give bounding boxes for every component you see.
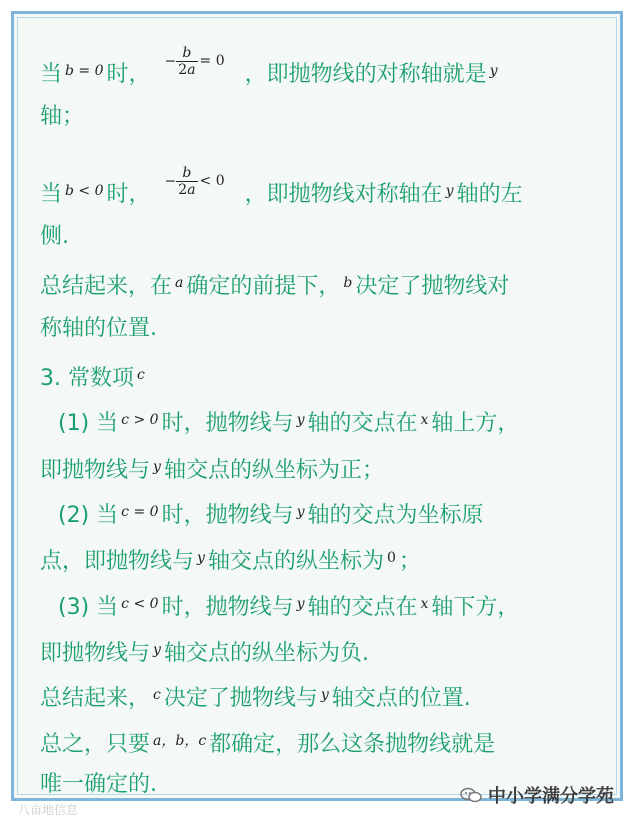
math-fraction-expression (165, 165, 225, 198)
den-var: a (187, 181, 196, 198)
line-10 (58, 497, 484, 531)
text: 决定了抛物线对 (355, 274, 510, 299)
text: 时，抛物线与 (161, 503, 294, 528)
text: 都确定，那么这条抛物线就是 (209, 732, 496, 757)
line-14 (40, 680, 471, 714)
section-heading: 3. 常数项 (40, 366, 134, 391)
math-var: b (343, 275, 353, 291)
line-3 (40, 164, 523, 212)
text: 当 (40, 182, 63, 207)
watermark-left-text: 八亩地信息 (18, 803, 79, 817)
minus-sign: − (164, 173, 177, 189)
text: 轴交点的纵坐标为正； (163, 458, 384, 483)
fraction (176, 165, 197, 198)
denominator (176, 62, 197, 78)
line-12 (58, 589, 519, 623)
math-var: y (197, 550, 205, 566)
text: 唯一确定的. (40, 772, 157, 797)
text: 时， (106, 182, 151, 207)
text: 轴交点的纵坐标为 (207, 549, 384, 574)
math-var: y (153, 459, 161, 475)
text: 总之，只要 (40, 732, 151, 757)
line-8 (58, 405, 519, 439)
text: 轴的交点在 (307, 595, 418, 620)
line-9 (40, 452, 384, 486)
line-1 (40, 44, 501, 92)
text: 轴； (40, 104, 85, 129)
text: 轴交点的位置. (331, 686, 471, 711)
relation: = 0 (199, 53, 225, 69)
text: 轴上方， (431, 411, 520, 436)
math-var: x (420, 596, 429, 612)
math-var: y (296, 412, 305, 428)
math-var: c (153, 687, 161, 703)
numerator: b (176, 45, 197, 62)
line-6 (40, 314, 157, 344)
watermark-right-text: 中小学满分学苑 (488, 786, 614, 807)
watermark-right (460, 782, 614, 808)
math-var: y (489, 63, 498, 79)
math-condition: c = 0 (121, 504, 159, 520)
text: 时，抛物线与 (161, 595, 294, 620)
text: 轴的左 (456, 182, 523, 207)
line-13 (40, 635, 369, 669)
math-condition: c < 0 (121, 596, 159, 612)
wechat-icon (460, 787, 482, 803)
text: 即抛物线与 (40, 458, 151, 483)
text: (1) 当 (58, 411, 119, 436)
text: 轴下方， (431, 595, 520, 620)
relation: < 0 (199, 173, 225, 189)
text: 决定了抛物线与 (163, 686, 318, 711)
fraction (176, 45, 197, 78)
text: 轴的交点在 (307, 411, 418, 436)
math-fraction-expression (165, 45, 225, 78)
text: 侧. (40, 224, 69, 249)
minus-sign: − (164, 53, 177, 69)
den-coef: 2 (178, 61, 188, 78)
line-15 (40, 726, 495, 760)
text: ，即抛物线对称轴在 (244, 182, 443, 207)
line-5 (40, 268, 509, 302)
watermark-left (18, 801, 78, 818)
math-var: a (175, 275, 184, 291)
math-var: y (445, 183, 454, 199)
text: 轴的交点为坐标原 (307, 503, 484, 528)
line-7 (40, 360, 148, 394)
text: 总结起来， (40, 686, 151, 711)
text: (2) 当 (58, 503, 119, 528)
text: 时， (106, 62, 151, 87)
den-coef: 2 (178, 181, 188, 198)
text: 确定的前提下， (186, 274, 341, 299)
denominator (176, 182, 197, 198)
text: 时，抛物线与 (161, 411, 294, 436)
text: 即抛物线与 (40, 641, 151, 666)
text: (3) 当 (58, 595, 119, 620)
line-16 (40, 770, 157, 800)
math-var: x (420, 412, 429, 428)
math-var: y (296, 596, 305, 612)
text: ； (398, 549, 421, 574)
text: ，即抛物线的对称轴就是 (244, 62, 487, 87)
math-var: y (320, 687, 329, 703)
math-var: y (296, 504, 305, 520)
math-condition: b < 0 (65, 183, 104, 199)
text: 点，即抛物线与 (40, 549, 195, 574)
math-condition: c > 0 (121, 412, 159, 428)
text: 总结起来，在 (40, 274, 173, 299)
line-11 (40, 543, 421, 577)
line-4 (40, 222, 69, 252)
text: 轴交点的纵坐标为负. (163, 641, 369, 666)
math-var: y (153, 642, 161, 658)
den-var: a (187, 61, 196, 78)
math-number: 0 (386, 550, 396, 566)
line-2 (40, 102, 84, 132)
math-vars: a，b，c (153, 733, 207, 749)
numerator: b (176, 165, 197, 182)
math-condition: b = 0 (65, 63, 104, 79)
text: 称轴的位置. (40, 316, 157, 341)
text: 当 (40, 62, 63, 87)
math-var: c (136, 367, 145, 383)
